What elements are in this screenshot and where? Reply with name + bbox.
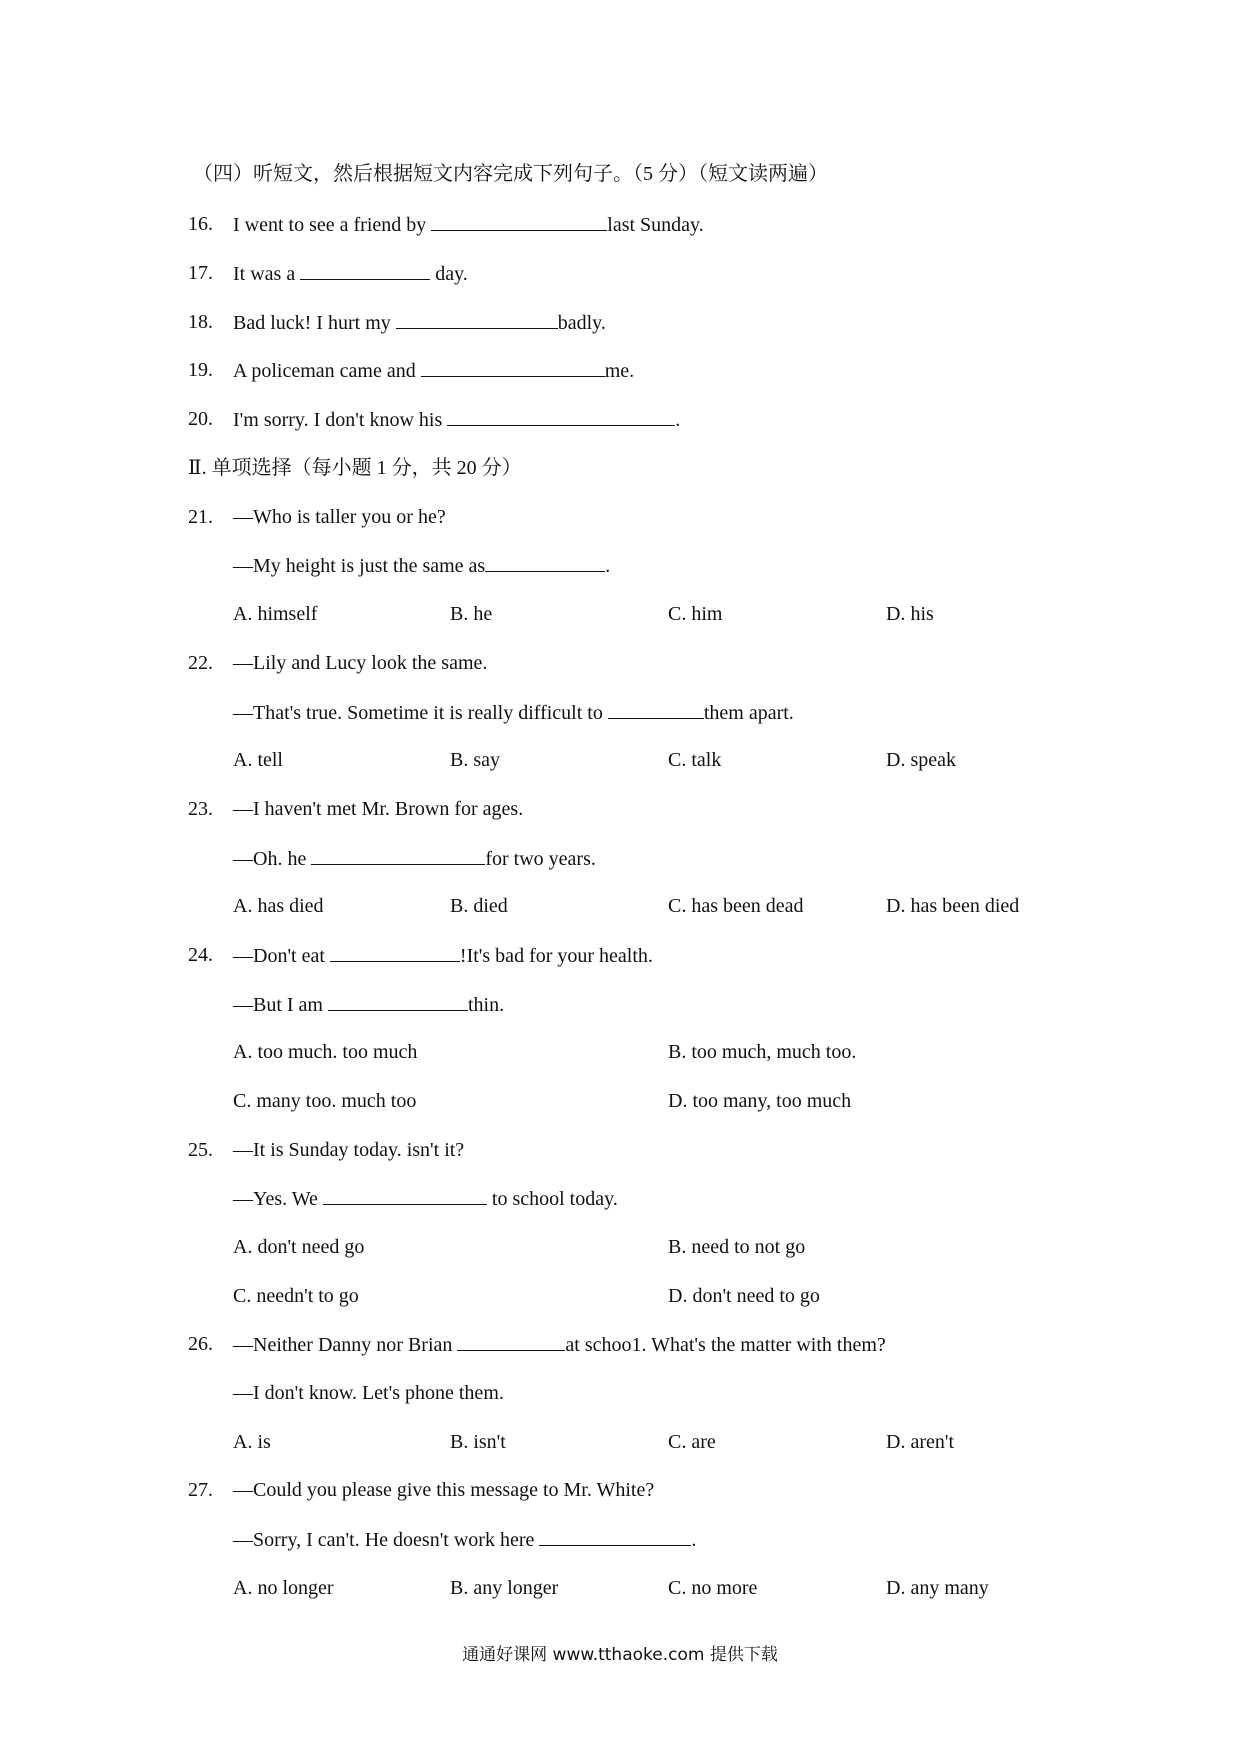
option-b[interactable]: B. too much, much too. — [668, 1041, 857, 1063]
question-line: —My height is just the same as — [233, 555, 486, 577]
option-a[interactable]: A. is — [233, 1431, 271, 1453]
question-line: —But I am — [233, 994, 323, 1016]
option-a[interactable]: A. don't need go — [233, 1236, 365, 1258]
item-text: I went to see a friend by — [233, 214, 427, 236]
answer-blank[interactable] — [608, 700, 704, 719]
question-line: —Could you please give this message to Mr. White? — [233, 1479, 655, 1501]
answer-blank[interactable] — [539, 1527, 691, 1546]
answer-blank[interactable] — [447, 407, 675, 426]
option-b[interactable]: B. he — [450, 603, 493, 625]
question-number: 22. — [188, 652, 213, 674]
option-d[interactable]: D. aren't — [886, 1431, 955, 1453]
option-b[interactable]: B. isn't — [450, 1431, 506, 1453]
question-line: them apart. — [703, 702, 794, 724]
question-line: —Don't eat — [233, 945, 325, 967]
option-c[interactable]: C. needn't to go — [233, 1285, 359, 1307]
option-c[interactable]: C. are — [668, 1431, 716, 1453]
answer-blank[interactable] — [396, 310, 558, 329]
question-line: —Yes. We — [233, 1188, 318, 1210]
option-a[interactable]: A. too much. too much — [233, 1041, 418, 1063]
question-line: —Sorry, I can't. He doesn't work here — [233, 1529, 535, 1551]
option-c[interactable]: C. talk — [668, 749, 722, 771]
question-line: —Who is taller you or he? — [233, 506, 446, 528]
item-text: last Sunday. — [607, 214, 704, 236]
option-d[interactable]: D. has been died — [886, 895, 1020, 917]
answer-blank[interactable] — [328, 992, 468, 1011]
answer-blank[interactable] — [421, 358, 605, 377]
answer-blank[interactable] — [300, 261, 430, 280]
option-d[interactable]: D. too many, too much — [668, 1090, 852, 1112]
answer-blank[interactable] — [431, 212, 607, 231]
option-c[interactable]: C. him — [668, 603, 723, 625]
option-a[interactable]: A. tell — [233, 749, 283, 771]
question-line: —Neither Danny nor Brian — [233, 1334, 453, 1356]
question-number: 27. — [188, 1479, 213, 1501]
question-line: !It's bad for your health. — [459, 945, 653, 967]
option-b[interactable]: B. say — [450, 749, 500, 771]
question-line: —That's true. Sometime it is really difficult to — [233, 702, 603, 724]
item-text: day. — [435, 263, 468, 285]
question-line: . — [691, 1529, 697, 1551]
page-footer: 通通好课网 www.tthaoke.com 提供下载 — [462, 1645, 778, 1665]
item-number: 18. — [188, 311, 213, 333]
option-b[interactable]: B. need to not go — [668, 1236, 806, 1258]
option-b[interactable]: B. any longer — [450, 1577, 559, 1599]
option-d[interactable]: D. his — [886, 603, 934, 625]
question-line: —Oh. he — [233, 848, 307, 870]
item-number: 19. — [188, 359, 213, 381]
option-d[interactable]: D. don't need to go — [668, 1285, 820, 1307]
question-line: . — [605, 555, 611, 577]
item-text: I'm sorry. I don't know his — [233, 409, 443, 431]
option-a[interactable]: A. no longer — [233, 1577, 334, 1599]
question-line: at schoo1. What's the matter with them? — [565, 1334, 886, 1356]
question-line: thin. — [468, 994, 505, 1016]
option-a[interactable]: A. himself — [233, 603, 318, 625]
option-a[interactable]: A. has died — [233, 895, 324, 917]
item-text: Bad luck! I hurt my — [233, 312, 391, 334]
answer-blank[interactable] — [323, 1186, 487, 1205]
question-line: —I don't know. Let's phone them. — [233, 1382, 504, 1404]
item-number: 20. — [188, 408, 213, 430]
answer-blank[interactable] — [330, 943, 460, 962]
section4-heading: （四）听短文，然后根据短文内容完成下列句子。（5 分）（短文读两遍） — [193, 163, 828, 185]
question-line: —It is Sunday today. isn't it? — [233, 1139, 465, 1161]
answer-blank[interactable] — [485, 553, 605, 572]
question-number: 24. — [188, 944, 213, 966]
item-text: me. — [604, 360, 635, 382]
question-line: —I haven't met Mr. Brown for ages. — [233, 798, 524, 820]
option-b[interactable]: B. died — [450, 895, 508, 917]
item-number: 17. — [188, 262, 213, 284]
item-text: badly. — [557, 312, 606, 334]
item-number: 16. — [188, 213, 213, 235]
option-c[interactable]: C. many too. much too — [233, 1090, 417, 1112]
question-number: 25. — [188, 1139, 213, 1161]
option-c[interactable]: C. no more — [668, 1577, 758, 1599]
question-number: 21. — [188, 506, 213, 528]
question-line: —Lily and Lucy look the same. — [233, 652, 488, 674]
question-line: for two years. — [485, 848, 596, 870]
option-c[interactable]: C. has been dead — [668, 895, 804, 917]
item-text: It was a — [233, 263, 296, 285]
option-d[interactable]: D. any many — [886, 1577, 989, 1599]
question-line: to school today. — [491, 1188, 618, 1210]
item-text: . — [675, 409, 681, 431]
question-number: 26. — [188, 1333, 213, 1355]
question-number: 23. — [188, 798, 213, 820]
answer-blank[interactable] — [457, 1332, 565, 1351]
item-text: A policeman came and — [233, 360, 416, 382]
option-d[interactable]: D. speak — [886, 749, 956, 771]
answer-blank[interactable] — [311, 846, 485, 865]
section2-heading: Ⅱ. 单项选择（每小题 1 分，共 20 分） — [188, 457, 522, 479]
